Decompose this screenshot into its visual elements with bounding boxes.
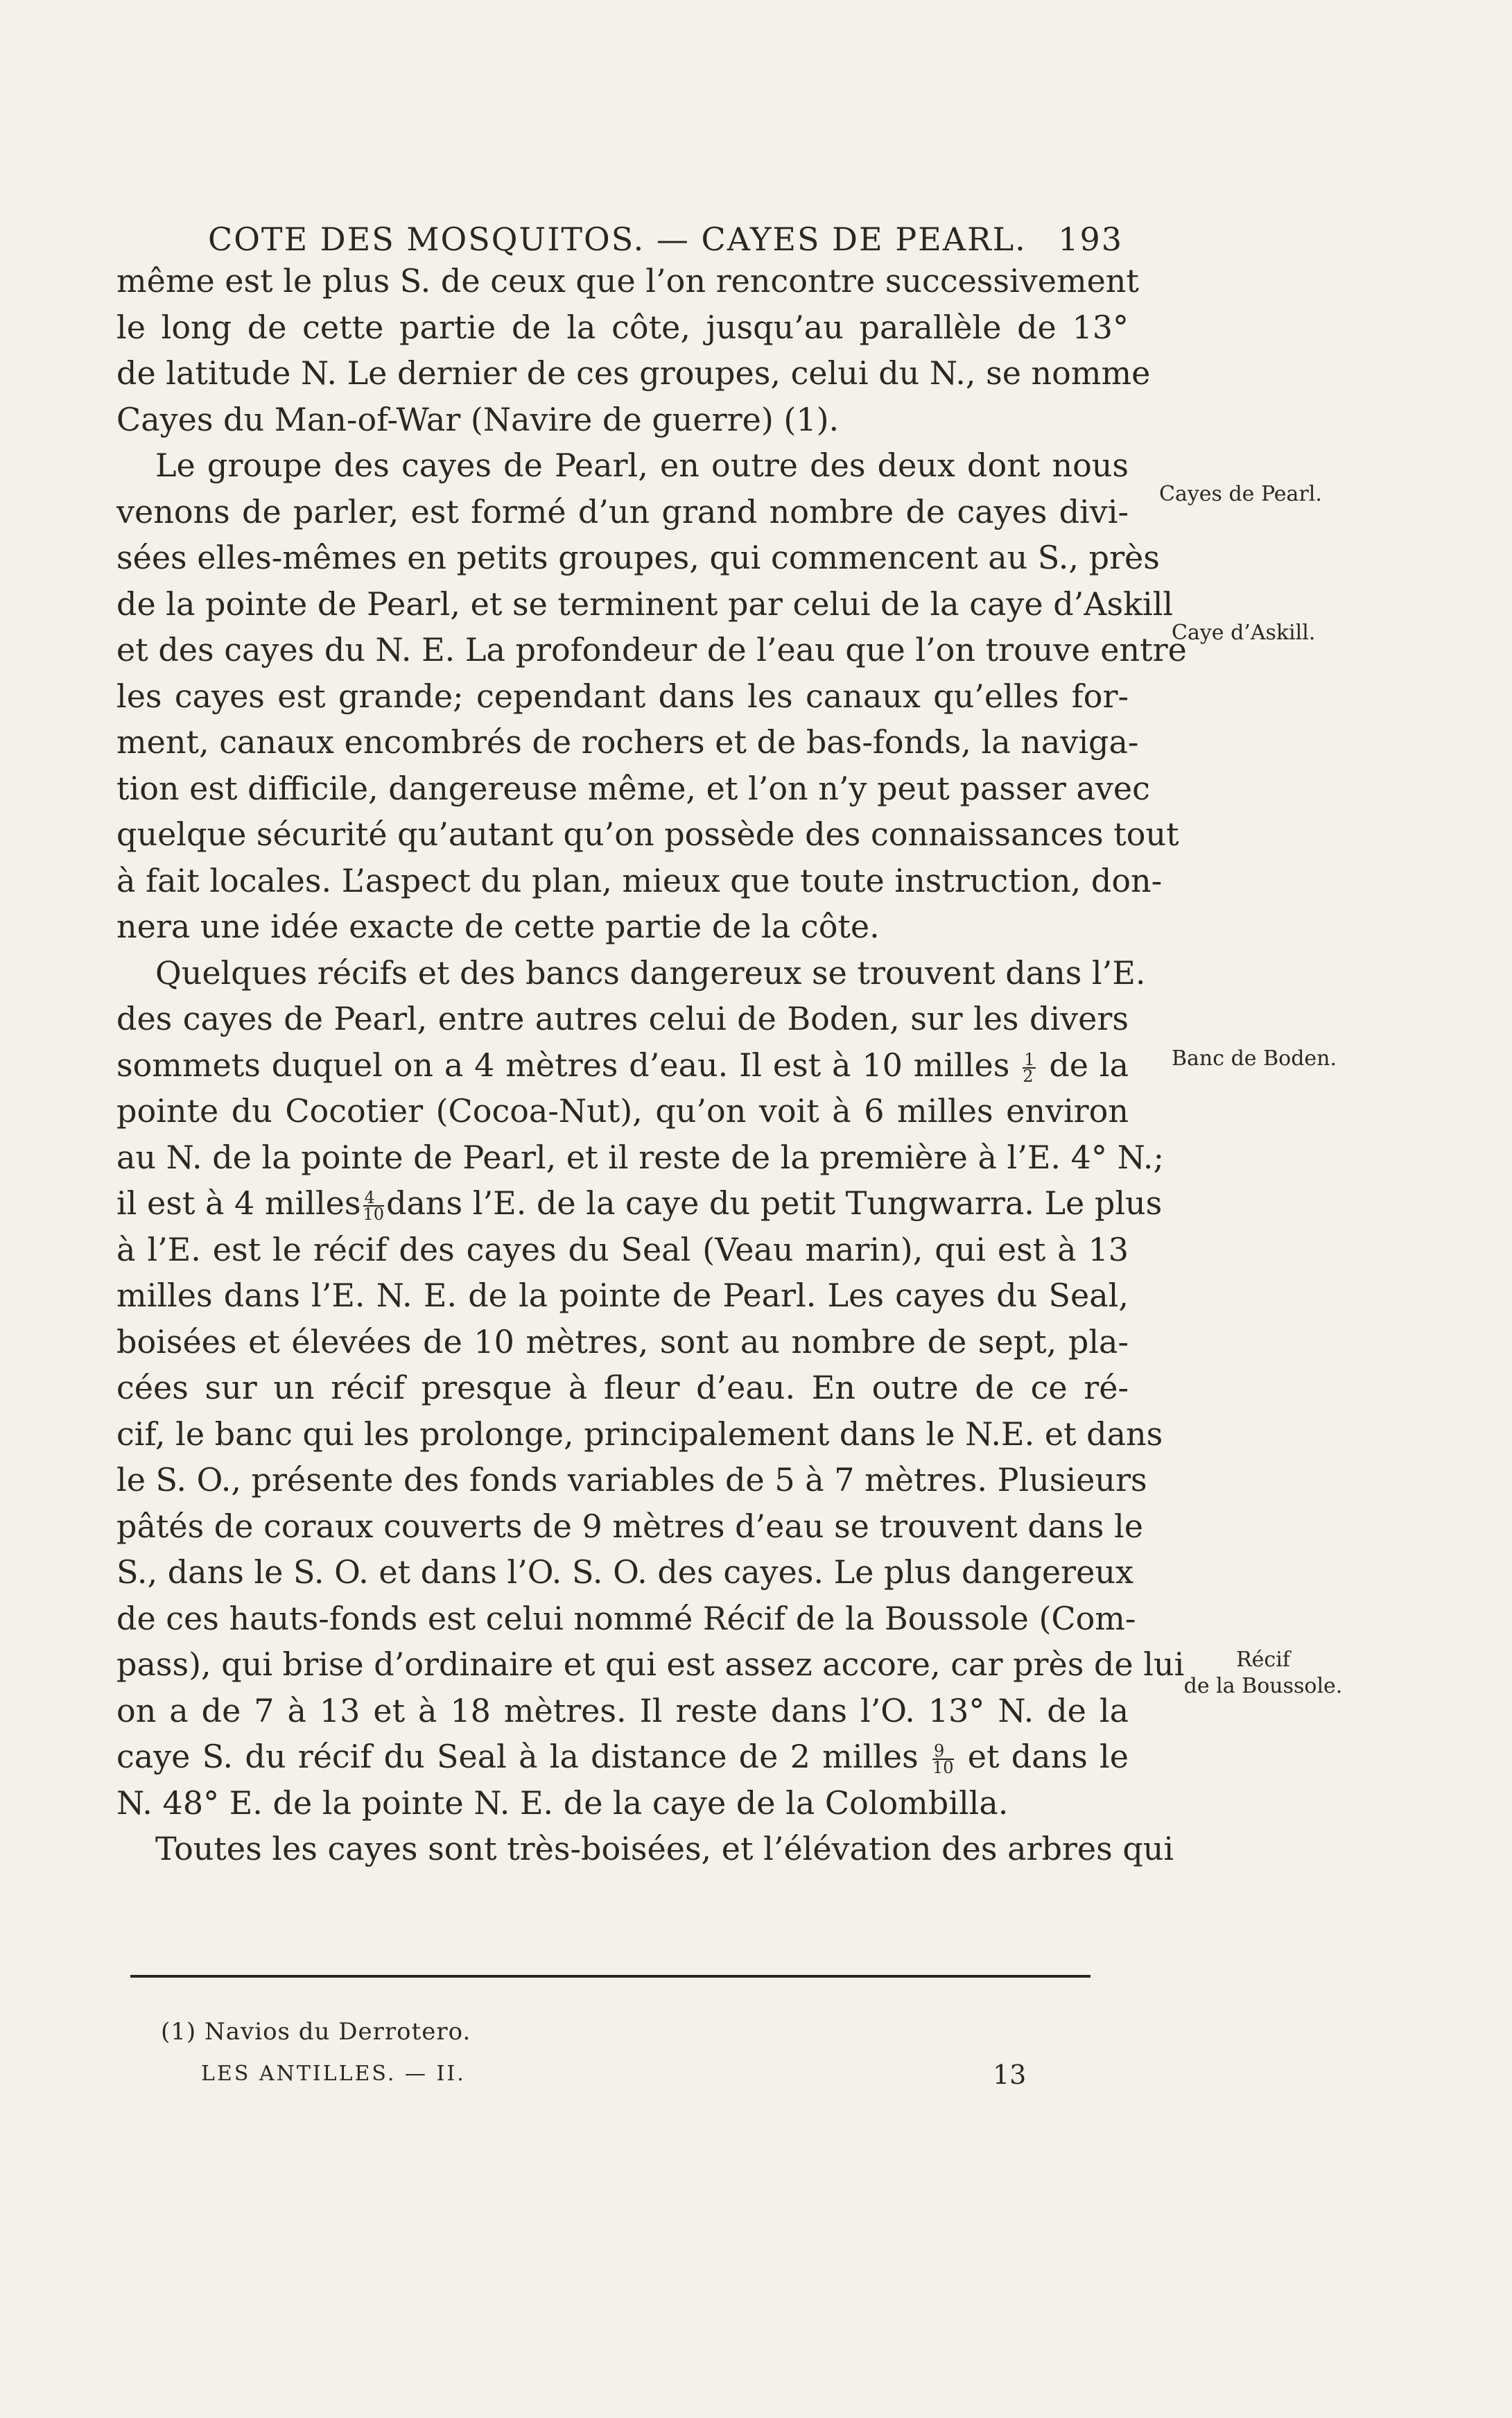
text-segment: caye S. du récif du Seal à la distance de 2 milles [116, 1738, 919, 1775]
text-line: tion est difficile, dangereuse même, et l’on n’y peut passer avec [116, 769, 1150, 807]
text-line: N. 48° E. de la pointe N. E. de la caye de la Colombilla. [116, 1784, 1009, 1822]
text-segment: sommets duquel on a 4 mètres d’eau. Il est à 10 milles [116, 1046, 1010, 1084]
text-line: sées elles-mêmes en petits groupes, qui commencent au S., près [116, 539, 1160, 576]
text-line-with-fraction [116, 1734, 1129, 1780]
text-line: le S. O., présente des fonds variables de 5 à 7 mètres. Plusieurs [116, 1461, 1147, 1499]
text-line: des cayes de Pearl, entre autres celui de Boden, sur les divers [116, 1000, 1129, 1037]
fraction-four-tenths: $\frac{4}{10}$ [363, 1188, 385, 1224]
text-line: on a de 7 à 13 et à 18 mètres. Il reste dans l’O. 13° N. de la [116, 1691, 1129, 1729]
text-line: de ces hauts-fonds est celui nommé Récif de la Boussole (Com- [116, 1599, 1136, 1637]
text-line: Quelques récifs et des bancs dangereux se trouvent dans l’E. [155, 953, 1146, 992]
margin-note-recif-boussole [1166, 1647, 1360, 1700]
footnote-rule [130, 1975, 1090, 1978]
margin-note-cayes-de-pearl: Cayes de Pearl. [1159, 482, 1322, 506]
text-line: pointe du Cocotier (Cocoa-Nut), qu’on voit à 6 milles environ [116, 1092, 1129, 1130]
text-line: pâtés de coraux couverts de 9 mètres d’eau se trouvent dans le [116, 1507, 1143, 1545]
footer-signature-number: 13 [993, 2059, 1027, 2090]
text-line-with-fraction [116, 1042, 1129, 1089]
text-segment: il est à 4 milles [116, 1184, 361, 1222]
main-text [116, 258, 1187, 1872]
text-line: au N. de la pointe de Pearl, et il reste de la première à l’E. 4° N.; [116, 1138, 1164, 1176]
text-line: milles dans l’E. N. E. de la pointe de Pearl. Les cayes du Seal, [116, 1277, 1129, 1314]
text-line: venons de parler, est formé d’un grand nombre de cayes divi- [116, 492, 1129, 530]
text-line: même est le plus S. de ceux que l’on rencontre successivement [116, 262, 1139, 300]
text-segment: et dans le [967, 1738, 1129, 1775]
text-line-with-fraction [116, 1180, 1163, 1227]
fraction-one-half: $\frac{1}{2}$ [1023, 1049, 1035, 1086]
text-line: quelque sécurité qu’autant qu’on possède des connaissances tout [116, 815, 1179, 853]
text-line: Cayes du Man-of-War (Navire de guerre) (1). [116, 400, 840, 438]
footer-signature: LES ANTILLES. — II. [201, 2062, 466, 2086]
text-line: à l’E. est le récif des cayes du Seal (Veau marin), qui est à 13 [116, 1230, 1129, 1268]
text-line: nera une idée exacte de cette partie de la côte. [116, 908, 880, 945]
text-line: les cayes est grande; cependant dans les canaux qu’elles for- [116, 677, 1129, 715]
margin-note-line: Récif [1236, 1648, 1290, 1672]
text-segment: de la [1049, 1046, 1129, 1084]
margin-note-caye-askill: Caye d’Askill. [1172, 621, 1316, 645]
text-line: à fait locales. L’aspect du plan, mieux que toute instruction, don- [116, 861, 1163, 899]
fraction-nine-tenths: $\frac{9}{10}$ [932, 1741, 954, 1777]
margin-note-banc-boden: Banc de Boden. [1172, 1046, 1337, 1071]
text-line: Le groupe des cayes de Pearl, en outre des deux dont nous [155, 447, 1129, 484]
text-line: et des cayes du N. E. La profondeur de l’eau que l’on trouve entre [116, 631, 1187, 668]
running-header [208, 221, 1123, 258]
margin-note-line: de la Boussole. [1183, 1674, 1343, 1698]
text-line: boisées et élevées de 10 mètres, sont au nombre de sept, pla- [116, 1322, 1129, 1361]
text-line: de latitude N. Le dernier de ces groupes, celui du N., se nomme [116, 354, 1151, 392]
text-line: cif, le banc qui les prolonge, principalement dans le N.E. et dans [116, 1415, 1163, 1453]
text-segment: dans l’E. de la caye du petit Tungwarra. Le plus [386, 1184, 1163, 1222]
text-line: de la pointe de Pearl, et se terminent par celui de la caye d’Askill [116, 585, 1174, 623]
footnote: (1) Navios du Derrotero. [161, 2018, 471, 2046]
text-line: Toutes les cayes sont très-boisées, et l’élévation des arbres qui [155, 1830, 1174, 1867]
page-number: 193 [1058, 221, 1123, 258]
header-title: COTE DES MOSQUITOS. — CAYES DE PEARL. [208, 221, 1027, 258]
text-line: ment, canaux encombrés de rochers et de bas-fonds, la naviga- [116, 723, 1139, 761]
text-line: le long de cette partie de la côte, jusqu’au parallèle de 13° [116, 308, 1129, 346]
text-line: pass), qui brise d’ordinaire et qui est assez accore, car près de lui [116, 1646, 1185, 1683]
text-line: S., dans le S. O. et dans l’O. S. O. des cayes. Le plus dangereux [116, 1553, 1133, 1591]
text-line: cées sur un récif presque à fleur d’eau. En outre de ce ré- [116, 1369, 1129, 1406]
